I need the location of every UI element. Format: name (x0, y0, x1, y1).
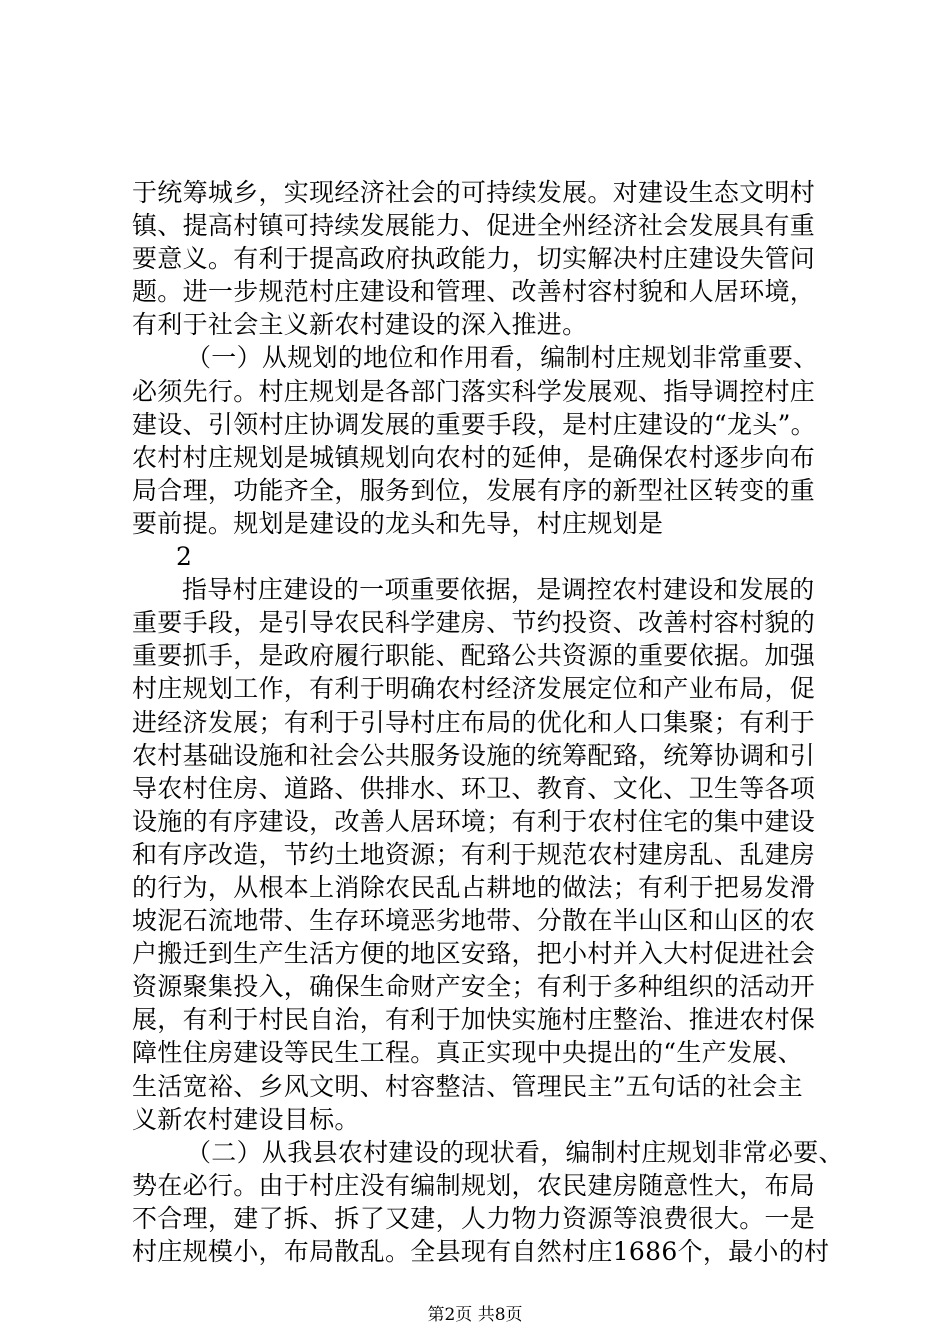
text-line: 农村村庄规划是城镇规划向农村的延伸，是确保农村逐步向布 (132, 442, 816, 472)
text-line: 农村基础设施和社会公共服务设施的统筹配臵，统筹协调和引 (132, 740, 816, 770)
text-line: 不合理，建了拆、拆了又建，人力物力资源等浪费很大。一是 (132, 1203, 816, 1233)
text-line: 有利于社会主义新农村建设的深入推进。 (132, 310, 588, 340)
text-line: （二）从我县农村建设的现状看，编制村庄规划非常必要、 (186, 1137, 844, 1167)
text-line: 设施的有序建设，改善人居环境；有利于农村住宅的集中建设 (132, 806, 816, 836)
text-line: 进经济发展；有利于引导村庄布局的优化和人口集聚；有利于 (132, 707, 816, 737)
text-line: 要前提。规划是建设的龙头和先导，村庄规划是 (132, 508, 664, 538)
page-footer: 第2页 共8页 (427, 1305, 523, 1325)
text-line: 重要抓手，是政府履行职能、配臵公共资源的重要依据。加强 (132, 641, 816, 671)
text-line: 坡泥石流地带、生存环境恶劣地带、分散在半山区和山区的农 (132, 906, 816, 936)
text-line: 指导村庄建设的一项重要依据，是调控农村建设和发展的 (182, 575, 815, 605)
text-line: 局合理，功能齐全，服务到位，发展有序的新型社区转变的重 (132, 475, 816, 505)
text-line: 和有序改造，节约土地资源；有利于规范农村建房乱、乱建房 (132, 839, 816, 869)
body-text (132, 176, 844, 1268)
text-line: 资源聚集投入，确保生命财产安全；有利于多种组织的活动开 (132, 972, 816, 1002)
text-line: 村庄规划工作，有利于明确农村经济发展定位和产业布局，促 (132, 674, 816, 704)
text-line: 题。进一步规范村庄建设和管理、改善村容村貌和人居环境， (132, 277, 816, 307)
text-line: 导农村住房、道路、供排水、环卫、教育、文化、卫生等各项 (132, 773, 816, 803)
text-line: 必须先行。村庄规划是各部门落实科学发展观、指导调控村庄 (132, 376, 816, 406)
text-line: 要意义。有利于提高政府执政能力，切实解决村庄建设失管问 (132, 244, 816, 274)
text-line: 势在必行。由于村庄没有编制规划，农民建房随意性大，布局 (132, 1170, 816, 1200)
text-line: （一）从规划的地位和作用看，编制村庄规划非常重要、 (186, 343, 819, 373)
text-line: 户搬迁到生产生活方便的地区安臵，把小村并入大村促进社会 (132, 939, 816, 969)
text-line: 村庄规模小，布局散乱。全县现有自然村庄1686个，最小的村 (132, 1237, 830, 1266)
text-line: 展，有利于村民自治，有利于加快实施村庄整治、推进农村保 (132, 1005, 816, 1035)
text-line: 建设、引领村庄协调发展的重要手段，是村庄建设的“龙头”。 (132, 409, 816, 439)
text-line: 障性住房建设等民生工程。真正实现中央提出的“生产发展、 (132, 1038, 803, 1068)
text-line: 于统筹城乡，实现经济社会的可持续发展。对建设生态文明村 (132, 178, 816, 207)
text-line: 生活宽裕、乡风文明、村容整洁、管理民主”五句话的社会主 (132, 1071, 803, 1101)
inline-page-number: 2 (176, 542, 193, 572)
text-line: 镇、提高村镇可持续发展能力、促进全州经济社会发展具有重 (132, 211, 816, 241)
text-line: 义新农村建设目标。 (132, 1104, 360, 1134)
text-line: 重要手段，是引导农民科学建房、节约投资、改善村容村貌的 (132, 608, 816, 638)
text-line: 的行为，从根本上消除农民乱占耕地的做法；有利于把易发滑 (132, 872, 816, 902)
